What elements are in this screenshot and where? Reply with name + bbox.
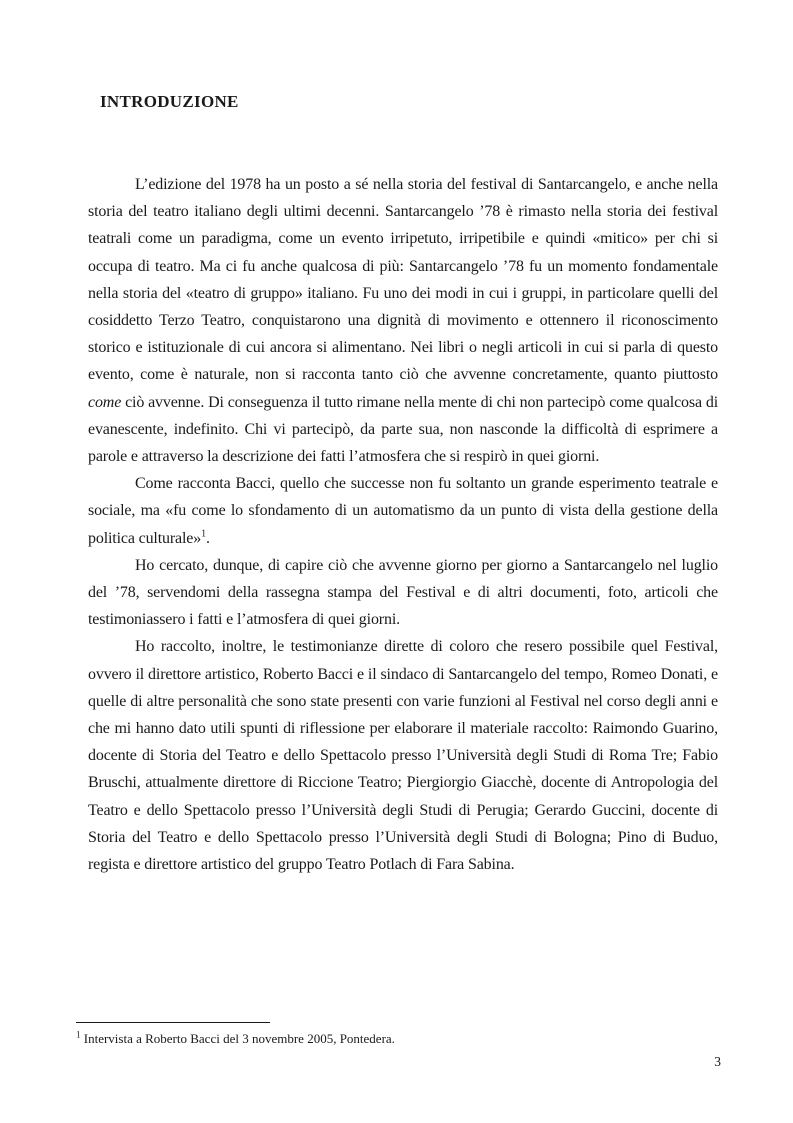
paragraph-text: . — [205, 529, 210, 547]
body-paragraph-2 — [88, 470, 718, 552]
body-paragraph-1 — [88, 171, 718, 470]
paragraph-text: L’edizione del 1978 ha un posto a sé nella storia del festival di Santarcangelo, e anche nella storia del teatro italiano degli ultimi decenni. Santarcangelo ’78 è rimasto nella storia dei festival teatrali come un paradigma, come un evento irripetuto, irripetibile e quindi «mitico» per chi si occupa di teatro. Ma ci fu anche qualcosa di più: Santarcangelo ’78 fu un momento fondamentale nella storia del «teatro di gruppo» italiano. Fu uno dei modi in cui i gruppi, in particolare quelli del cosiddetto Terzo Teatro, conquistarono una dignità di movimento e ottennero il riconoscimento storico e istituzionale di cui ancora si alimentano. Nei libri o negli articoli in cui si parla di questo evento, come è naturale, non si racconta tanto ciò che avvenne concretamente, quanto piuttosto — [88, 176, 718, 384]
page-title: INTRODUZIONE — [100, 92, 239, 111]
body-paragraph-4 — [88, 633, 718, 878]
paragraph-text: Come racconta Bacci, quello che successe non fu soltanto un grande esperimento teatrale e sociale, ma «fu come lo sfondamento di un automatismo da un punto di vista della gestione della politica culturale» — [88, 475, 718, 547]
footnote-area — [76, 1014, 716, 1047]
paragraph-text-italic: come — [88, 393, 122, 411]
footnote-separator-rule — [76, 1022, 270, 1023]
footnote — [76, 1030, 716, 1047]
footnote-reference: 1 — [201, 528, 206, 540]
footnote-text: Intervista a Roberto Bacci del 3 novembre 2005, Pontedera. — [83, 1031, 395, 1046]
document-body — [88, 171, 718, 878]
paragraph-text: Ho cercato, dunque, di capire ciò che avvenne giorno per giorno a Santarcangelo nel luglio del ’78, servendomi della rassegna stampa del Festival e di altri documenti, foto, articoli che testimoniassero i fatti e l’atmosfera di quei giorni. — [88, 556, 718, 629]
page-number: 3 — [714, 1054, 721, 1069]
paragraph-text: Ho raccolto, inoltre, le testimonianze dirette di coloro che resero possibile quel Festival, ovvero il direttore artistico, Roberto Bacci e il sindaco di Santarcangelo del tempo, Romeo Donati, e quelle di altre personalità che sono state presenti con varie funzioni al Festival nel corso degli anni e che mi hanno dato utili spunti di riflessione per elaborare il materiale raccolto: Raimondo Guarino, docente di Storia del Teatro e dello Spettacolo presso l’Università degli Studi di Roma Tre; Fabio Bruschi, attualmente direttore di Riccione Teatro; Piergiorgio Giacchè, docente di Antropologia del Teatro e dello Spettacolo presso l’Università degli Studi di Perugia; Gerardo Guccini, docente di Storia del Teatro e dello Spettacolo presso l’Università degli Studi di Bologna; Pino di Buduo, regista e direttore artistico del gruppo Teatro Potlach di Fara Sabina. — [88, 638, 718, 874]
body-paragraph-3 — [88, 552, 718, 634]
paragraph-text: ciò avvenne. Di conseguenza il tutto rimane nella mente di chi non partecipò come qualcosa di evanescente, indefinito. Chi vi partecipò, da parte sua, non nasconde la difficoltà di esprimere a parole e attraverso la descrizione dei fatti l’atmosfera che si respirò in quei giorni. — [88, 393, 718, 466]
footnote-marker: 1 — [76, 1029, 81, 1040]
